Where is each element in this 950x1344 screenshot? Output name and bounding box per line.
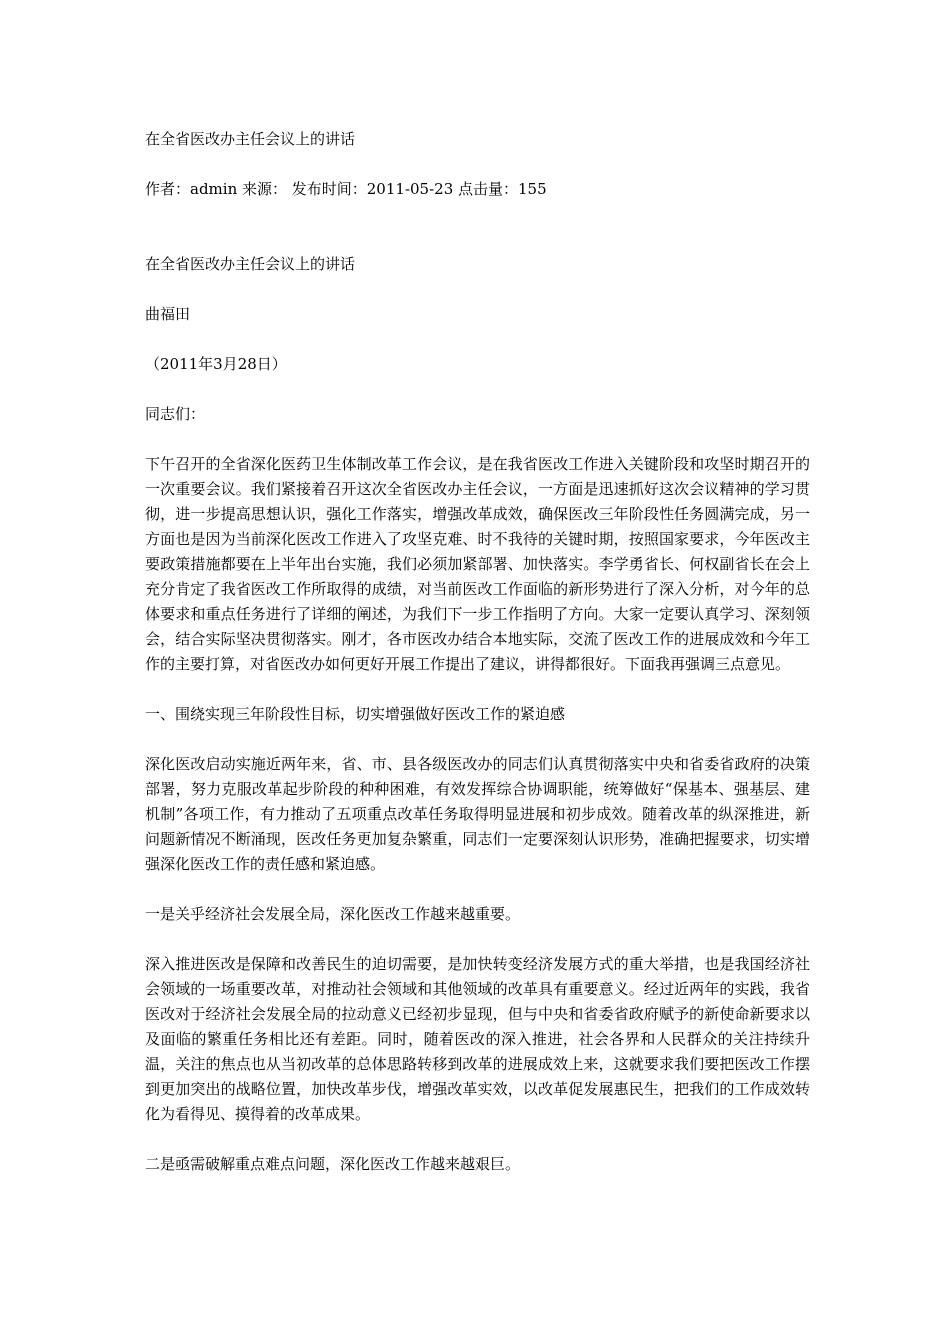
article-title: 在全省医改办主任会议上的讲话: [145, 255, 356, 273]
salutation: 同志们：: [145, 405, 206, 423]
page-title: 在全省医改办主任会议上的讲话: [145, 130, 356, 148]
document-page: [145, 127, 810, 1177]
subheading-1: 一是关乎经济社会发展全局，深化医改工作越来越重要。: [145, 905, 521, 923]
subheading-2: 二是亟需破解重点难点问题，深化医改工作越来越艰巨。: [145, 1155, 521, 1173]
article-meta: 作者：admin 来源： 发布时间：2011-05-23 点击量：155: [145, 180, 547, 198]
article-author: 曲福田: [145, 305, 191, 323]
section-heading-1: 一、围绕实现三年阶段性目标，切实增强做好医改工作的紧迫感: [145, 705, 566, 723]
paragraph-intro: 下午召开的全省深化医药卫生体制改革工作会议，是在我省医改工作进入关键阶段和攻坚时期召开的一次重要会议。我们紧接着召开这次全省医改办主任会议，一方面是迅速抓好这次会议精神的学习贯彻，进一步提高思想认识，强化工作落实，增强改革成效，确保医改三年阶段性任务圆满完成，另一方面也是因为当前深化医改工作进入了攻坚克难、时不我待的关键时期，按照国家要求，今年医改主要政策措施都要在上半年出台实施，我们必须加紧部署、加快落实。李学勇省长、何权副省长在会上充分肯定了我省医改工作所取得的成绩，对当前医改工作面临的新形势进行了深入分析，对今年的总体要求和重点任务进行了详细的阐述，为我们下一步工作指明了方向。大家一定要认真学习、深刻领会，结合实际坚决贯彻落实。刚才，各市医改办结合本地实际，交流了医改工作的进展成效和今年工作的主要打算，对省医改办如何更好开展工作提出了建议，讲得都很好。下面我再强调三点意见。: [145, 455, 810, 673]
paragraph-subheading-1: 深入推进医改是保障和改善民生的迫切需要，是加快转变经济发展方式的重大举措，也是我国经济社会领域的一场重要改革，对推动社会领域和其他领域的改革具有重要意义。经过近两年的实践，我省医改对于经济社会发展全局的拉动意义已经初步显现，但与中央和省委省政府赋予的新使命新要求以及面临的繁重任务相比还有差距。同时，随着医改的深入推进，社会各界和人民群众的关注持续升温，关注的焦点也从当初改革的总体思路转移到改革的进展成效上来，这就要求我们要把医改工作摆到更加突出的战略位置，加快改革步伐，增强改革实效，以改革促发展惠民生，把我们的工作成效转化为看得见、摸得着的改革成果。: [145, 955, 810, 1123]
article-date: （2011年3月28日）: [145, 355, 287, 373]
paragraph-section-1: 深化医改启动实施近两年来，省、市、县各级医改办的同志们认真贯彻落实中央和省委省政府的决策部署，努力克服改革起步阶段的种种困难，有效发挥综合协调职能，统筹做好“保基本、强基层、建机制”各项工作，有力推动了五项重点改革任务取得明显进展和初步成效。随着改革的纵深推进，新问题新情况不断涌现，医改任务更加复杂繁重，同志们一定要深刻认识形势，准确把握要求，切实增强深化医改工作的责任感和紧迫感。: [145, 755, 810, 873]
